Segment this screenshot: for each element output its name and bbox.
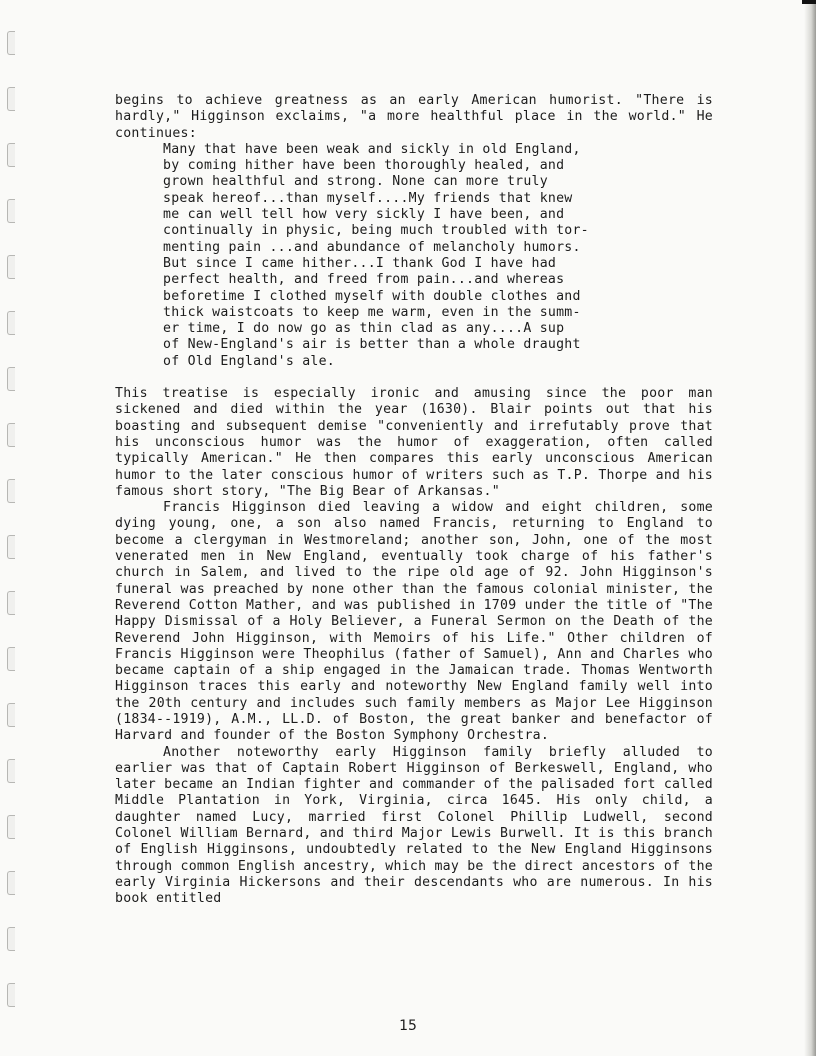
binder-hole xyxy=(7,479,15,503)
block-quote: Many that have been weak and sickly in old England, by coming hither have been thoroughly healed, and grown healthful and strong. None can more truly speak hereof...than myself....My friends that knew me can well tell how very sickly I have been, and continually in physic, being much troubled with tor- menting pain ...and abundance of melancholy humors. But since I came hither...I thank God I have had perfect health, and freed from pain...and whereas beforetime I clothed myself with double clothes and thick waistcoats to keep me warm, even in the summ- er time, I do now go as thin clad as any....A sup of New-England's air is better than a whole draught of Old England's ale. xyxy=(163,141,589,369)
binder-hole xyxy=(7,535,15,559)
binder-hole xyxy=(7,87,15,111)
scan-corner xyxy=(802,0,816,4)
binder-hole xyxy=(7,31,15,55)
binder-hole xyxy=(7,759,15,783)
paragraph-francis-higginson: Francis Higginson died leaving a widow and eight children, some dying young, one, a son also named Francis, returning to England to become a clergyman in Westmoreland; another son, John, one of the most venerated men in New England, eventually took charge of his father's church in Salem, and lived to the ripe old age of 92. John Higginson's funeral was preached by none other than the famous colonial minister, the Reverend Cotton Mather, and was published in 1709 under the title of "The Happy Dismissal of a Holy Believer, a Funeral Sermon on the Death of the Reverend John Higginson, with Memoirs of his Life." Other children of Francis Higginson were Theophilus (father of Samuel), Ann and Charles who became captain of a ship engaged in the Jamaican trade. Thomas Wentworth Higginson traces this early and noteworthy New England family well into the 20th century and includes such family members as Major Lee Higginson (1834--1919), A.M., LL.D. of Boston, the great banker and benefactor of Harvard and founder of the Boston Symphony Orchestra. xyxy=(115,500,713,744)
binder-hole xyxy=(7,311,15,335)
binder-hole xyxy=(7,703,15,727)
paragraph-treatise: This treatise is especially ironic and amusing since the poor man sickened and died within the year (1630). Blair points out that his boasting and subsequent demise "conveniently and irrefutably prove that his unconscious humor was the humor of exaggeration, often called typically American." He then compares this early unconscious American humor to the later conscious humor of writers such as T.P. Thorpe and his famous short story, "The Big Bear of Arkansas." xyxy=(115,386,713,499)
binder-hole xyxy=(7,255,15,279)
binder-hole xyxy=(7,143,15,167)
binder-hole xyxy=(7,647,15,671)
binder-hole xyxy=(7,927,15,951)
binder-hole xyxy=(7,367,15,391)
page-edge-shadow xyxy=(804,0,816,1056)
binder-hole xyxy=(7,815,15,839)
binder-hole xyxy=(7,591,15,615)
binder-hole xyxy=(7,423,15,447)
binder-hole xyxy=(7,983,15,1007)
page-number: 15 xyxy=(399,1018,417,1034)
paragraph-robert-higginson: Another noteworthy early Higginson family briefly alluded to earlier was that of Captain Robert Higginson of Berkeswell, England, who later became an Indian fighter and commander of the palisaded fort called Middle Plantation in York, Virginia, circa 1645. His only child, a daughter named Lucy, married first Colonel Phillip Ludwell, second Colonel William Bernard, and third Major Lewis Burwell. It is this branch of English Higginsons, undoubtedly related to the New England Higginsons through common English ancestry, which may be the direct ancestors of the early Virginia Hickersons and their descendants who are numerous. In his book entitled xyxy=(115,744,713,907)
paragraph-intro: begins to achieve greatness as an early American humorist. "There is hardly," Higginson exclaims, "a more healthful place in the world." He continues: xyxy=(115,93,713,141)
binder-hole xyxy=(7,871,15,895)
binder-hole xyxy=(7,199,15,223)
body-text xyxy=(115,93,713,908)
